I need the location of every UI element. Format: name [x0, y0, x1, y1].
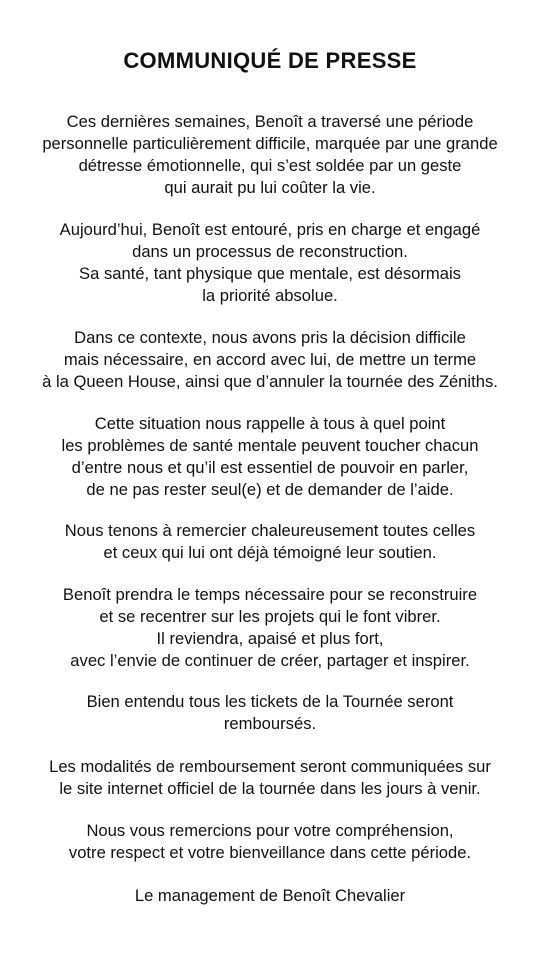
paragraph-line: la priorité absolue. — [202, 286, 338, 305]
paragraph-decision — [0, 327, 540, 393]
paragraph-situation — [0, 111, 540, 199]
paragraph-line: Nous tenons à remercier chaleureusement toutes celles — [64, 521, 476, 540]
paragraph-line: de ne pas rester seul(e) et de demander de l’aide. — [86, 480, 454, 499]
paragraph-refund-terms — [0, 756, 540, 800]
paragraph-health — [0, 219, 540, 307]
paragraph-line: d’entre nous et qu’il est essentiel de pouvoir en parler, — [71, 458, 469, 477]
paragraph-line: Les modalités de remboursement seront communiquées sur — [49, 757, 491, 776]
paragraph-line: avec l’envie de continuer de créer, partager et inspirer. — [70, 651, 470, 670]
paragraph-line: qui aurait pu lui coûter la vie. — [164, 178, 376, 197]
paragraph-line: Cette situation nous rappelle à tous à quel point — [94, 414, 446, 433]
paragraph-return — [0, 584, 540, 672]
paragraph-line: dans un processus de reconstruction. — [132, 242, 408, 261]
paragraph-line: votre respect et votre bienveillance dans cette période. — [68, 843, 472, 862]
page-title: COMMUNIQUÉ DE PRESSE — [123, 48, 417, 73]
paragraph-line: mais nécessaire, en accord avec lui, de mettre un terme — [63, 350, 477, 369]
signature-line: Le management de Benoît Chevalier — [134, 886, 406, 905]
paragraph-refund — [0, 691, 540, 735]
signature — [0, 885, 540, 907]
paragraph-line: à la Queen House, ainsi que d’annuler la tournée des Zéniths. — [42, 372, 498, 391]
paragraph-line: Benoît prendra le temps nécessaire pour se reconstruire — [62, 585, 478, 604]
paragraph-line: et ceux qui lui ont déjà témoigné leur soutien. — [103, 543, 437, 562]
paragraph-line: et se recentrer sur les projets qui le font vibrer. — [99, 607, 441, 626]
paragraph-closing — [0, 820, 540, 864]
paragraph-line: personnelle particulièrement difficile, marquée par une grande — [42, 134, 498, 153]
paragraph-line: Bien entendu tous les tickets de la Tournée seront — [86, 692, 454, 711]
paragraph-line: Aujourd’hui, Benoît est entouré, pris en charge et engagé — [59, 220, 481, 239]
paragraph-line: Dans ce contexte, nous avons pris la décision difficile — [74, 328, 466, 347]
paragraph-line: Ces dernières semaines, Benoît a traversé une période — [66, 112, 474, 131]
paragraph-line: le site internet officiel de la tournée dans les jours à venir. — [59, 779, 481, 798]
paragraph-line: Nous vous remercions pour votre compréhension, — [86, 821, 454, 840]
paragraph-line: Il reviendra, apaisé et plus fort, — [156, 629, 384, 648]
paragraph-line: détresse émotionnelle, qui s’est soldée par un geste — [78, 156, 462, 175]
paragraph-thanks — [0, 520, 540, 564]
paragraph-line: Sa santé, tant physique que mentale, est désormais — [79, 264, 461, 283]
paragraph-line: remboursés. — [223, 714, 317, 733]
paragraph-mental-health — [0, 413, 540, 501]
paragraph-line: les problèmes de santé mentale peuvent toucher chacun — [61, 436, 479, 455]
